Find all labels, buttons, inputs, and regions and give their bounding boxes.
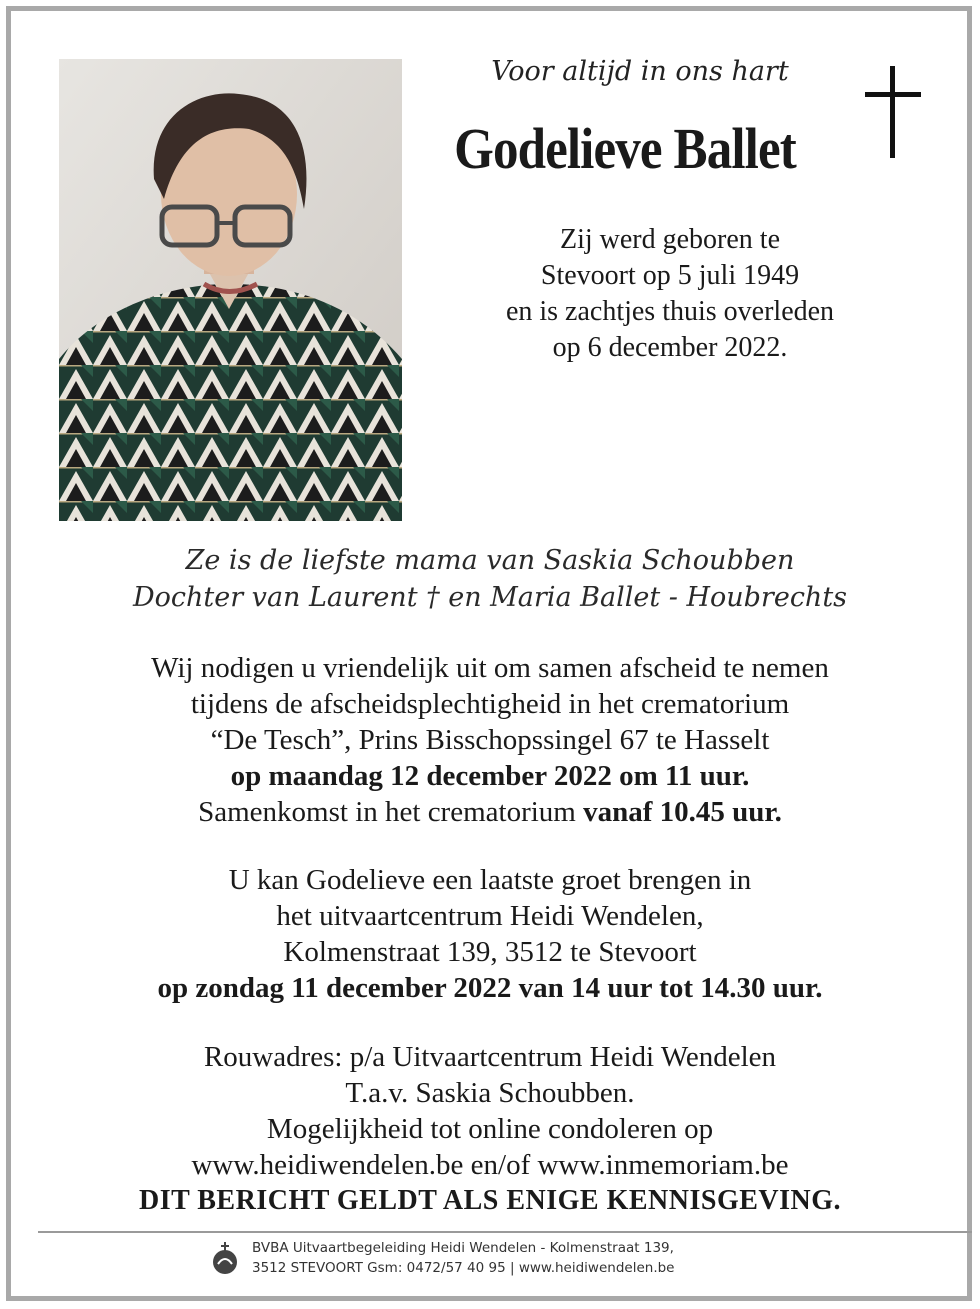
ceremony-line: “De Tesch”, Prins Bisschopssingel 67 te Hasselt (210, 724, 770, 756)
family-line: Ze is de liefste mama van Saskia Schoubben (185, 545, 795, 576)
ceremony-date: op maandag 12 december 2022 om 11 uur. (230, 760, 750, 792)
birth-line: Zij werd geboren te (559, 224, 781, 255)
deceased-name: Godelieve Ballet (454, 116, 796, 181)
motto: Voor altijd in ons hart (491, 56, 789, 87)
portrait-photo (59, 59, 402, 521)
visit-line: Kolmenstraat 139, 3512 te Stevoort (283, 936, 697, 968)
ceremony-line: Wij nodigen u vriendelijk uit om samen afscheid te nemen (151, 652, 829, 684)
birth-death-info (440, 222, 900, 366)
birth-line: Stevoort op 5 juli 1949 (540, 260, 800, 291)
family-line: Dochter van Laurent † en Maria Ballet - Houbrechts (132, 582, 848, 613)
address-line: Rouwadres: p/a Uitvaartcentrum Heidi Wendelen (203, 1041, 777, 1073)
gathering-text: Samenkomst in het crematorium (198, 796, 584, 828)
visit-line: U kan Godelieve een laatste groet brengen in (228, 864, 752, 896)
address-info (40, 1039, 940, 1219)
ceremony-line: tijdens de afscheidsplechtigheid in het crematorium (190, 688, 790, 720)
gathering-line (40, 794, 940, 830)
visit-line: het uitvaartcentrum Heidi Wendelen, (276, 900, 704, 932)
funeral-home-footer (212, 1238, 772, 1280)
portrait-illustration (59, 59, 402, 521)
address-line: Mogelijkheid tot online condoleren op (266, 1113, 714, 1145)
footer-text (252, 1238, 674, 1278)
website-links: www.heidiwendelen.be en/of www.inmemoriam.be (191, 1149, 789, 1181)
birth-line: en is zachtjes thuis overleden (505, 296, 835, 327)
family-info (60, 542, 920, 616)
footer-divider (38, 1231, 972, 1233)
ceremony-info (40, 650, 940, 830)
cross-icon (865, 66, 921, 158)
notice-text: DIT BERICHT GELDT ALS ENIGE KENNISGEVING. (138, 1185, 842, 1216)
address-line: T.a.v. Saskia Schoubben. (345, 1077, 635, 1109)
visit-date: op zondag 11 december 2022 van 14 uur tot 14.30 uur. (157, 972, 823, 1004)
visit-info (40, 862, 940, 1006)
birth-line: op 6 december 2022. (552, 332, 788, 363)
footer-line: 3512 STEVOORT Gsm: 0472/57 40 95 | www.heidiwendelen.be (252, 1260, 675, 1276)
footer-line: BVBA Uitvaartbegeleiding Heidi Wendelen - Kolmenstraat 139, (252, 1240, 674, 1256)
gathering-time: vanaf 10.45 uur. (583, 796, 782, 828)
funeral-home-logo-icon (212, 1242, 238, 1276)
